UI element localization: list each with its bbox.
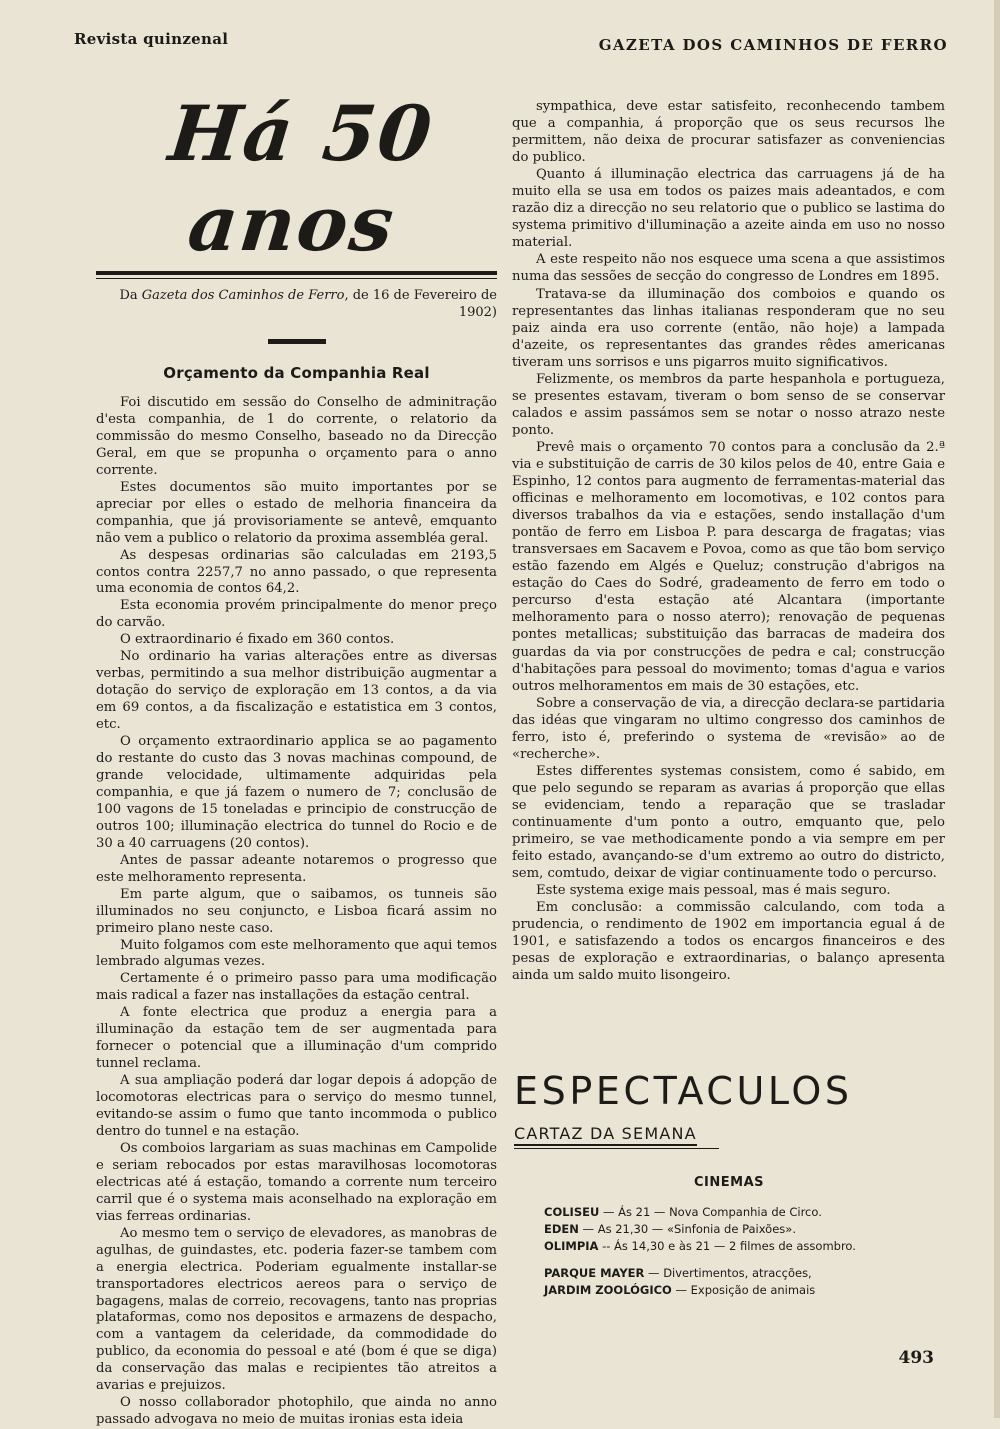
right-article-body: [512, 98, 945, 984]
source-suffix: , de 16 de Fevereiro de 1902): [344, 288, 497, 320]
paragraph: O extraordinario é fixado em 360 contos.: [120, 632, 395, 648]
cinema-listing: [544, 1238, 944, 1255]
paragraph: A fonte electrica que produz a energia para a illuminação da estação tem de ser augmentada para fornecer o potencial que a illuminação d'um comprido tunnel reclama.: [96, 1005, 497, 1072]
section-title: Orçamento da Companhia Real: [163, 364, 430, 382]
listings: [544, 1204, 944, 1299]
venue-name: JARDIM ZOOLÓGICO: [544, 1283, 672, 1297]
venue-name: OLIMPIA: [544, 1239, 599, 1253]
title-rule-thin: [96, 278, 497, 279]
venue-info: — As 21,30 — «Sinfonia de Paixões».: [578, 1222, 796, 1236]
paragraph: A sua ampliação poderá dar logar depois á adopção de locomotoras electricas para o serviço do mesmo tunnel, evitando-se assim o fumo que tanto incommoda o publico dentro do tunnel e na estação.: [96, 1073, 497, 1139]
page-edge: [994, 0, 1000, 1418]
paragraph: O orçamento extraordinario applica se ao pagamento do restante do custo das 3 novas machinas compound, de grande velocidade, ultimamente adquiridas pela companhia, e que já fazem o numero de 7; conclusão de 100 vagons de 15 toneladas e principio de construcção de outros 100; illuminação electrica do tunnel do Rocio e de 30 a 40 carruagens (20 contos).: [96, 734, 497, 851]
paragraph: A este respeito não nos esquece uma scena a que assistimos numa das sessões de secção do congresso de Londres em 1895.: [512, 252, 945, 285]
paragraph: Tratava-se da illuminação dos comboios e quando os representantes das linhas italianas responderam que no seu paiz ainda era uso corrente (então, não hoje) a lampada d'azeite, os representantes das grandes rêdes americanas tiveram uns sorrisos e uns pigarros muito significativos.: [512, 286, 945, 370]
other-listing: [544, 1265, 944, 1282]
header-right: GAZETA DOS CAMINHOS DE FERRO: [598, 36, 948, 54]
paragraph: Felizmente, os membros da parte hespanhola e portugueza, se presentes estavam, tiveram o bom senso de se conservar calados e assim passámos sem se notar o nosso atrazo neste ponto.: [512, 371, 945, 438]
paragraph: sympathica, deve estar satisfeito, reconhecendo tambem que a companhia, á proporção que os seus recursos lhe permittem, não deixa de procurar satisfazer as conveniencias do publico.: [512, 99, 945, 166]
paragraph: Esta economia provém principalmente do menor preço do carvão.: [96, 598, 497, 631]
other-listing: [544, 1282, 944, 1299]
paragraph: Certamente é o primeiro passo para uma modificação mais radical a fazer nas installações da estação central.: [96, 971, 497, 1004]
paragraph: Em conclusão: a commissão calculando, com toda a prudencia, o rendimento de 1902 em importancia egual á de 1901, e satisfazendo a todos os encargos financeiros e des pesas de exploração e extraordinarias, o balanço apresenta ainda um saldo muito lisongeiro.: [512, 900, 945, 984]
cinema-listing: [544, 1221, 944, 1238]
paragraph: Estes differentes systemas consistem, como é sabido, em que pelo segundo se reparam as avarias á proporção que ellas se evidenciam, tendo a reparação que se trasladar continuamente d'um ponto a outro, emquanto que, pelo primeiro, se vae methodicamente pondo a via sempre em per feito estado, avançando-se d'um extremo ao outro do districto, sem, comtudo, deixar de vigiar continuamente todo o percurso.: [512, 763, 945, 882]
paragraph: Estes documentos são muito importantes por se apreciar por elles o estado de melhoria financeira da companhia, que já provisoriamente se antevê, emquanto não vem a publico o relatorio da proxima assembléa geral.: [96, 479, 497, 546]
spectaculos-section: [514, 1068, 944, 1299]
paragraph: Em parte algum, que o saibamos, os tunneis são illuminados no seu conjuncto, e Lisboa ficará assim no primeiro plano neste caso.: [96, 886, 497, 936]
venue-name: PARQUE MAYER: [544, 1266, 645, 1280]
page-number: 493: [898, 1348, 934, 1368]
venue-info: — Exposição de animais: [671, 1283, 816, 1297]
venue-name: COLISEU: [544, 1205, 600, 1219]
source-publication: Gazeta dos Caminhos de Ferro: [141, 288, 345, 303]
venue-info: — Ás 21 — Nova Companhia de Circo.: [599, 1205, 822, 1219]
paragraph: O nosso collaborador photophilo, que ainda no anno passado advogava no meio de muitas ironias esta ideia: [96, 1395, 497, 1428]
paragraph: Antes de passar adeante notaremos o progresso que este melhoramento representa.: [96, 852, 497, 885]
separator-rule: [268, 339, 326, 344]
paragraph: Foi discutido em sessão do Conselho de adminitração d'esta companhia, de 1 do corrente, o relatorio da commissão do mesmo Conselho, baseado no da Direcção Geral, em que se propunha o orçamento para o anno corrente.: [96, 395, 497, 478]
left-article-body: [96, 395, 497, 1429]
cinemas-heading: CINEMAS: [694, 1175, 764, 1190]
source-prefix: Da: [119, 288, 142, 303]
venue-name: EDEN: [544, 1222, 579, 1236]
left-column: [96, 85, 497, 1429]
cinema-listing: [544, 1204, 944, 1221]
paragraph: Ao mesmo tem o serviço de elevadores, as manobras de agulhas, de guindastes, etc. poderia fazer-se tambem com a energia electrica. Poderiam egualmente installar-se transportadores electricos aereos para o serviço de bagagens, malas de correio, recovagens, tanto nas proprias plataformas, como nos depositos e armazens de despacho, com a vantagem da celeridade, da commodidade do publico, da economia do pessoal e até (bom é que se diga) da conservação das malas e recipientes tão atreitos a avarias e prejuizos.: [96, 1225, 497, 1394]
paragraph: Este systema exige mais pessoal, mas é mais seguro.: [536, 883, 891, 899]
venue-info: — Divertimentos, atracções,: [644, 1266, 812, 1280]
spectaculos-rule: [514, 1148, 719, 1149]
venue-info: -- Ás 14,30 e às 21 — 2 filmes de assombro.: [598, 1239, 856, 1253]
source-line: [96, 287, 497, 321]
right-column: [512, 98, 945, 984]
paragraph: Sobre a conservação de via, a direcção declara-se partidaria das idéas que vingaram no ultimo congresso dos caminhos de ferro, isto é, preferindo o systema de «revisão» ao de «recherche».: [512, 695, 945, 762]
paragraph: Prevê mais o orçamento 70 contos para a conclusão da 2.ª via e substituição de carris de 30 kilos pelos de 40, entre Gaia e Espinho, 12 contos para augmento de ferramentas-material das officinas e melhoramento em locomotivas, e 102 contos para diversos trabalhos da via e estações, sendo installação d'um pontão de ferro em Lisboa P. para descarga de fragatas; vias transversaes em Sacavem e Povoa, como as que tão bom serviço estão fazendo em Algés e Queluz; construção d'abrigos na estação do Caes do Sodré, gradeamento de ferro em todo o percurso d'esta estação até Alcantara (importante melhoramento para o nosso aterro); renovação de pequenas pontes metallicas; substituição das barracas de madeira dos guardas da via por construcções de pedra e cal; construcção d'habitações para pessoal do movimento; tomas d'agua e varios outros melhoramentos em mais de 30 estações, etc.: [512, 439, 945, 694]
article-title: Há 50 anos: [164, 89, 438, 268]
listing-gap: [544, 1255, 944, 1265]
title-rule: [96, 271, 497, 275]
spectaculos-title: ESPECTACULOS: [514, 1069, 853, 1113]
spectaculos-subtitle: CARTAZ DA SEMANA: [514, 1124, 697, 1146]
paragraph: As despesas ordinarias são calculadas em 2193,5 contos contra 2257,7 no anno passado, o que representa uma economia de contos 64,2.: [96, 547, 497, 597]
paragraph: No ordinario ha varias alterações entre as diversas verbas, permitindo a sua melhor distribuição augmentar a dotação do serviço de exploração em 13 contos, a da via em 69 contos, a da fiscalização e estatistica em 3 contos, etc.: [96, 649, 497, 733]
paragraph: Quanto á illuminação electrica das carruagens já de ha muito ella se usa em todos os paizes mais adeantados, e com razão diz a direcção no seu relatorio que o publico se lastima do systema primitivo d'illuminação a azeite ainda em uso no nosso material.: [512, 167, 945, 251]
header-left: Revista quinzenal: [74, 30, 229, 48]
paragraph: Muito folgamos com este melhoramento que aqui temos lembrado algumas vezes.: [96, 937, 497, 970]
paragraph: Os comboios largariam as suas machinas em Campolide e seriam rebocados por estas maravilhosas locomotoras electricas até á estação, tomando a corrente num terceiro carril que é o systema mais aconselhado na exploração em vias ferreas ordinarias.: [96, 1140, 497, 1224]
